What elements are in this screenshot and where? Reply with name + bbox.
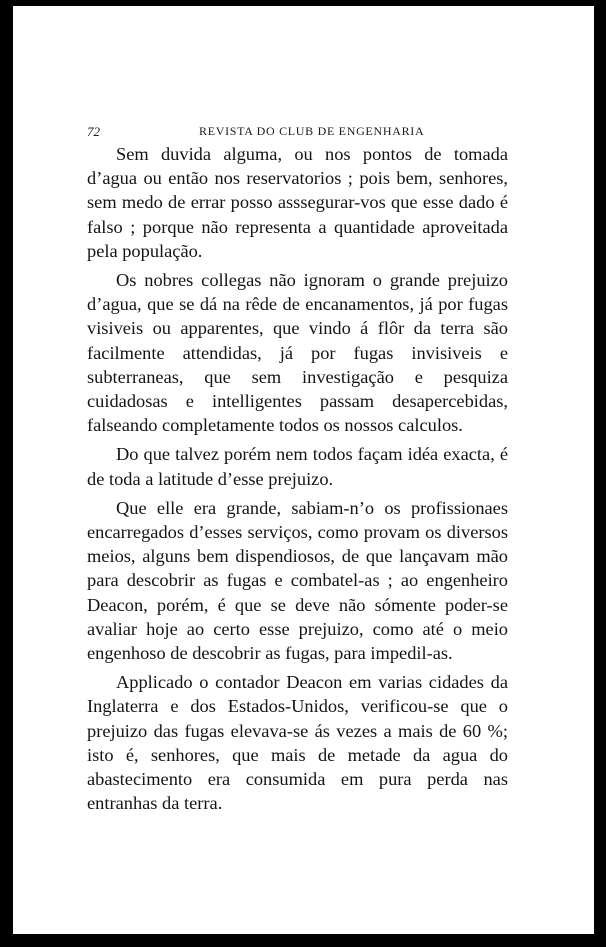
- page-header: [81, 118, 529, 138]
- paragraph-2: Os nobres collegas não ignoram o grande prejuizo d’agua, que se dá na rêde de encanamentos, já por fugas visiveis ou apparentes, que vindo á flôr da terra são facilmente attendidas, já por fugas invisiveis e subterraneas, que sem investigação e pesquiza cuidadosas e intelligentes passam desapercebidas, falseando completamente todos os nossos calculos.: [87, 270, 508, 436]
- page-number: 72: [87, 124, 100, 139]
- paragraph-4: Que elle era grande, sabiam-n’o os profissionaes encarregados d’esses serviços, como provam os diversos meios, alguns bem dispendiosos, de que lançavam mão para descobrir as fugas e combatel-as ; ao engenheiro Deacon, porém, é que se deve não sómente poder-se avaliar hoje ao certo esse prejuizo, como até o meio engenhoso de descobrir as fugas, para impedil-as.: [87, 497, 508, 664]
- body-text: [87, 142, 508, 820]
- paragraph-5: Applicado o contador Deacon em varias cidades da Inglaterra e dos Estados-Unidos, verificou-se que o prejuizo das fugas elevava-se ás vezes a mais de 60 %; isto é, senhores, que mais de metade da agua do abastecimento era consumida em pura perda nas entranhas da terra.: [87, 672, 508, 814]
- running-title: REVISTA DO CLUB DE ENGENHARIA: [199, 124, 425, 138]
- paragraph-3: Do que talvez porém nem todos façam idéa exacta, é de toda a latitude d’esse prejuizo.: [87, 444, 508, 489]
- paragraph-1: Sem duvida alguma, ou nos pontos de tomada d’agua ou então nos reservatorios ; pois bem, senhores, sem medo de errar posso asssegurar-vos que esse dado é falso ; porque não representa a quantidade aproveitada pela população.: [87, 144, 508, 261]
